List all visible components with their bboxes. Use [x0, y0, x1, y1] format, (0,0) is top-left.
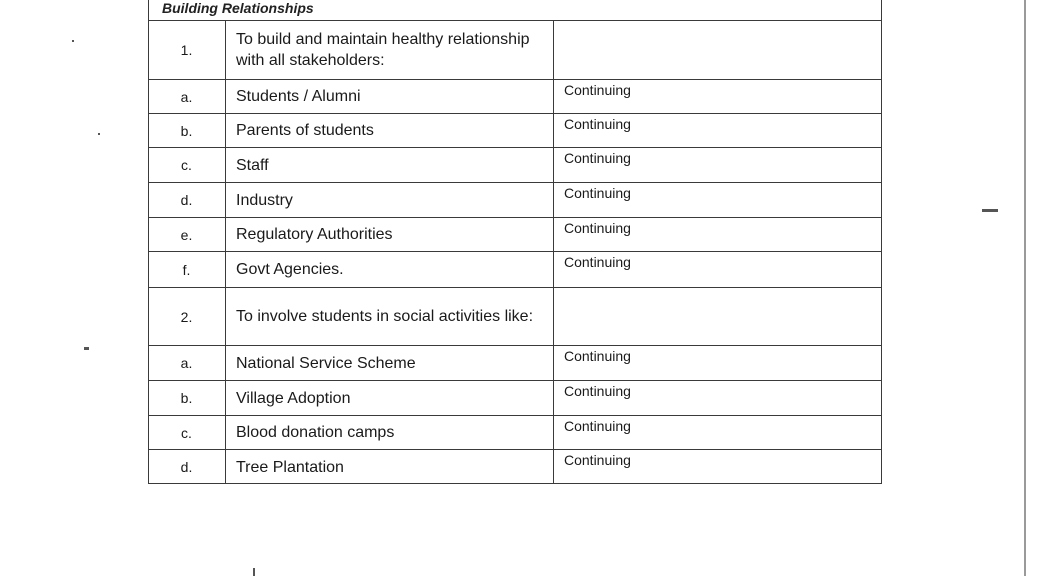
item-status	[554, 21, 882, 79]
item-number: a.	[148, 80, 226, 113]
table-row	[148, 114, 882, 148]
item-description: National Service Scheme	[226, 346, 554, 380]
table-heading-row	[148, 0, 882, 21]
table-row	[148, 21, 882, 80]
item-number: c.	[148, 148, 226, 182]
item-status: Continuing	[564, 220, 631, 236]
item-number: f.	[148, 252, 226, 287]
scan-mark	[982, 209, 998, 212]
item-status: Continuing	[564, 348, 631, 364]
item-status: Continuing	[564, 452, 631, 468]
item-status: Continuing	[564, 254, 631, 270]
table-row	[148, 450, 882, 484]
table-row	[148, 80, 882, 114]
item-number: d.	[148, 183, 226, 217]
item-number: e.	[148, 218, 226, 251]
item-description: Industry	[226, 183, 554, 217]
item-description: Parents of students	[226, 114, 554, 147]
table-row	[148, 346, 882, 381]
item-number: 1.	[148, 21, 226, 79]
table-row	[148, 416, 882, 450]
scan-mark	[98, 133, 100, 135]
item-status: Continuing	[564, 116, 631, 132]
item-description: Govt Agencies.	[226, 252, 554, 287]
item-description: Students / Alumni	[226, 80, 554, 113]
item-description: Village Adoption	[226, 381, 554, 415]
scan-mark	[253, 568, 255, 576]
item-status: Continuing	[564, 418, 631, 434]
item-number: a.	[148, 346, 226, 380]
item-status: Continuing	[564, 82, 631, 98]
item-description: To involve students in social activities like:	[226, 288, 554, 345]
item-status: Continuing	[564, 150, 631, 166]
item-status: Continuing	[564, 383, 631, 399]
item-status	[554, 288, 882, 345]
table-row	[148, 183, 882, 218]
table-row	[148, 218, 882, 252]
item-status: Continuing	[564, 185, 631, 201]
table-row	[148, 252, 882, 288]
table-row	[148, 148, 882, 183]
item-number: d.	[148, 450, 226, 484]
table-row	[148, 288, 882, 346]
item-description: Tree Plantation	[226, 450, 554, 484]
item-number: b.	[148, 114, 226, 147]
section-heading: Building Relationships	[162, 0, 314, 16]
scan-mark	[84, 347, 89, 350]
item-description: Blood donation camps	[226, 416, 554, 449]
item-description: Regulatory Authorities	[226, 218, 554, 251]
page-edge-line	[1024, 0, 1026, 576]
item-description: Staff	[226, 148, 554, 182]
item-number: c.	[148, 416, 226, 449]
item-number: 2.	[148, 288, 226, 345]
table-row	[148, 381, 882, 416]
item-number: b.	[148, 381, 226, 415]
item-description: To build and maintain healthy relationship with all stakeholders:	[226, 21, 554, 79]
scan-mark	[72, 40, 74, 42]
